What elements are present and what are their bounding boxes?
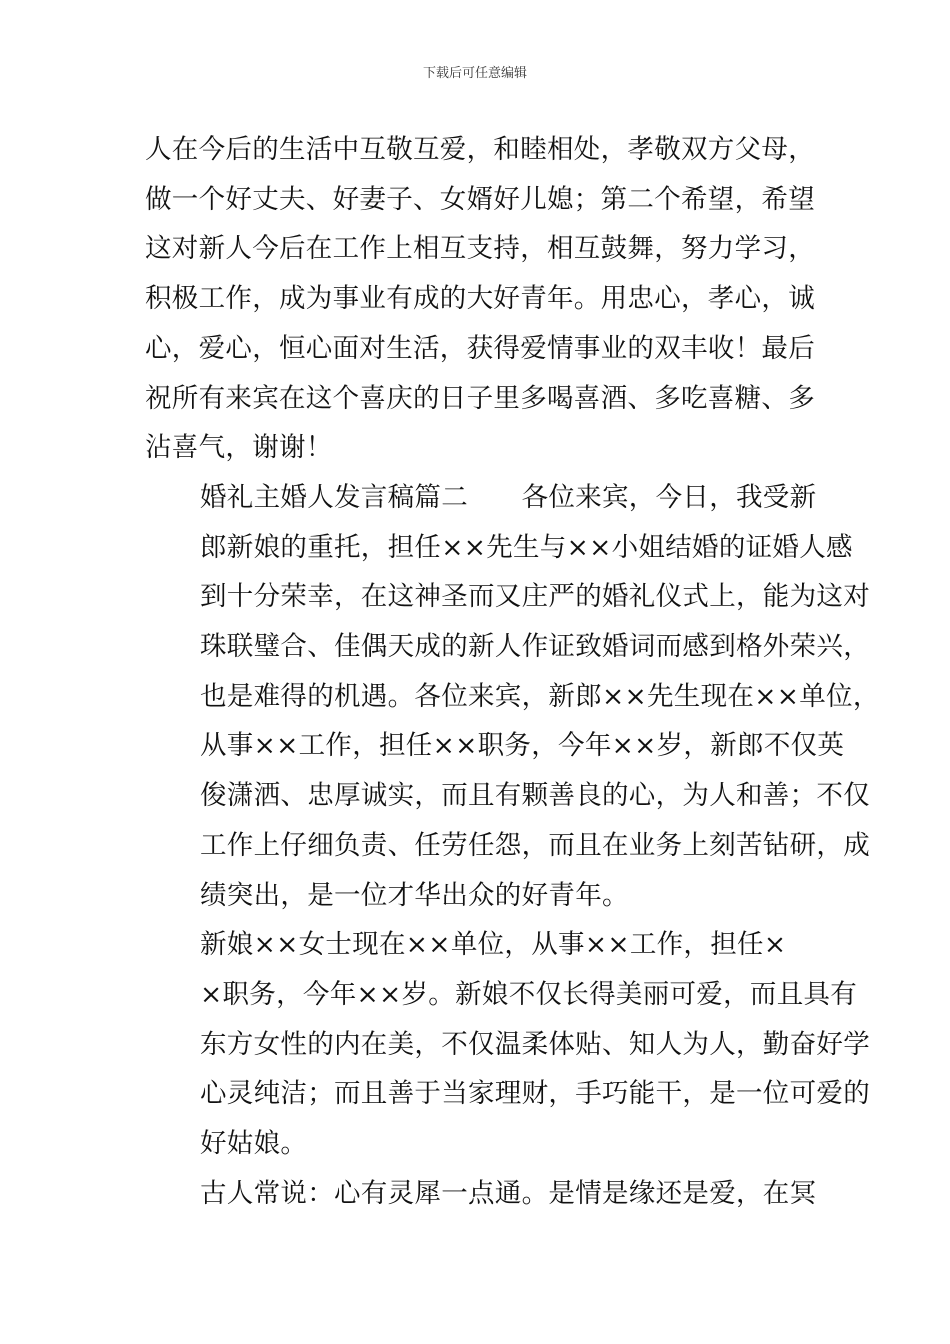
text-line: 心灵纯洁；而且善于当家理财，手巧能干，是一位可爱的 (200, 1078, 870, 1110)
text-line: 也是难得的机遇。各位来宾，新郎××先生现在××单位， (200, 680, 880, 712)
text-line: 积极工作，成为事业有成的大好青年。用忠心，孝心，诚 (145, 283, 815, 315)
text-line: 郎新娘的重托，担任××先生与××小姐结婚的证婚人感 (200, 531, 853, 563)
text-line: 心，爱心，恒心面对生活，获得爱情事业的双丰收！最后 (145, 332, 815, 364)
text-line: 东方女性的内在美，不仅温柔体贴、知人为人，勤奋好学 (200, 1028, 870, 1060)
text-line: 人在今后的生活中互敬互爱，和睦相处，孝敬双方父母， (145, 134, 815, 165)
text-line: 从事××工作，担任××职务，今年××岁，新郎不仅英 (200, 730, 845, 762)
text-line: 到十分荣幸，在这神圣而又庄严的婚礼仪式上，能为这对 (200, 581, 870, 613)
text-line: 工作上仔细负责、任劳任怨，而且在业务上刻苦钻研，成 (200, 829, 870, 861)
page-header: 下载后可任意编辑 (422, 66, 527, 81)
text-line: 好姑娘。 (200, 1128, 308, 1160)
text-line: 沾喜气，谢谢！ (145, 432, 333, 464)
paragraph-1 (145, 125, 835, 473)
text-line: 俊潇洒、忠厚诚实，而且有颗善良的心，为人和善；不仅 (200, 780, 870, 812)
text-line: 这对新人今后在工作上相互支持，相互鼓舞，努力学习， (145, 233, 815, 265)
text-line: ×职务，今年××岁。新娘不仅长得美丽可爱，而且具有 (200, 978, 858, 1010)
paragraph-2 (145, 473, 880, 920)
paragraph-3 (145, 920, 870, 1169)
text-line: 珠联璧合、佳偶天成的新人作证致婚词而感到格外荣兴， (200, 631, 870, 663)
text-line: 古人常说：心有灵犀一点通。是情是缘还是爱，在冥 (200, 1177, 817, 1209)
paragraph-4 (145, 1169, 835, 1219)
text-line: 新娘××女士现在××单位，从事××工作，担任× (200, 929, 787, 961)
text-line: 祝所有来宾在这个喜庆的日子里多喝喜酒、多吃喜糖、多 (145, 382, 815, 414)
text-line: 婚礼主婚人发言稿篇二 各位来宾，今日，我受新 (200, 481, 817, 513)
text-line: 绩突出，是一位才华出众的好青年。 (200, 879, 629, 911)
text-line: 做一个好丈夫、好妻子、女婿好儿媳；第二个希望，希望 (145, 183, 815, 215)
document-body (145, 125, 880, 1218)
